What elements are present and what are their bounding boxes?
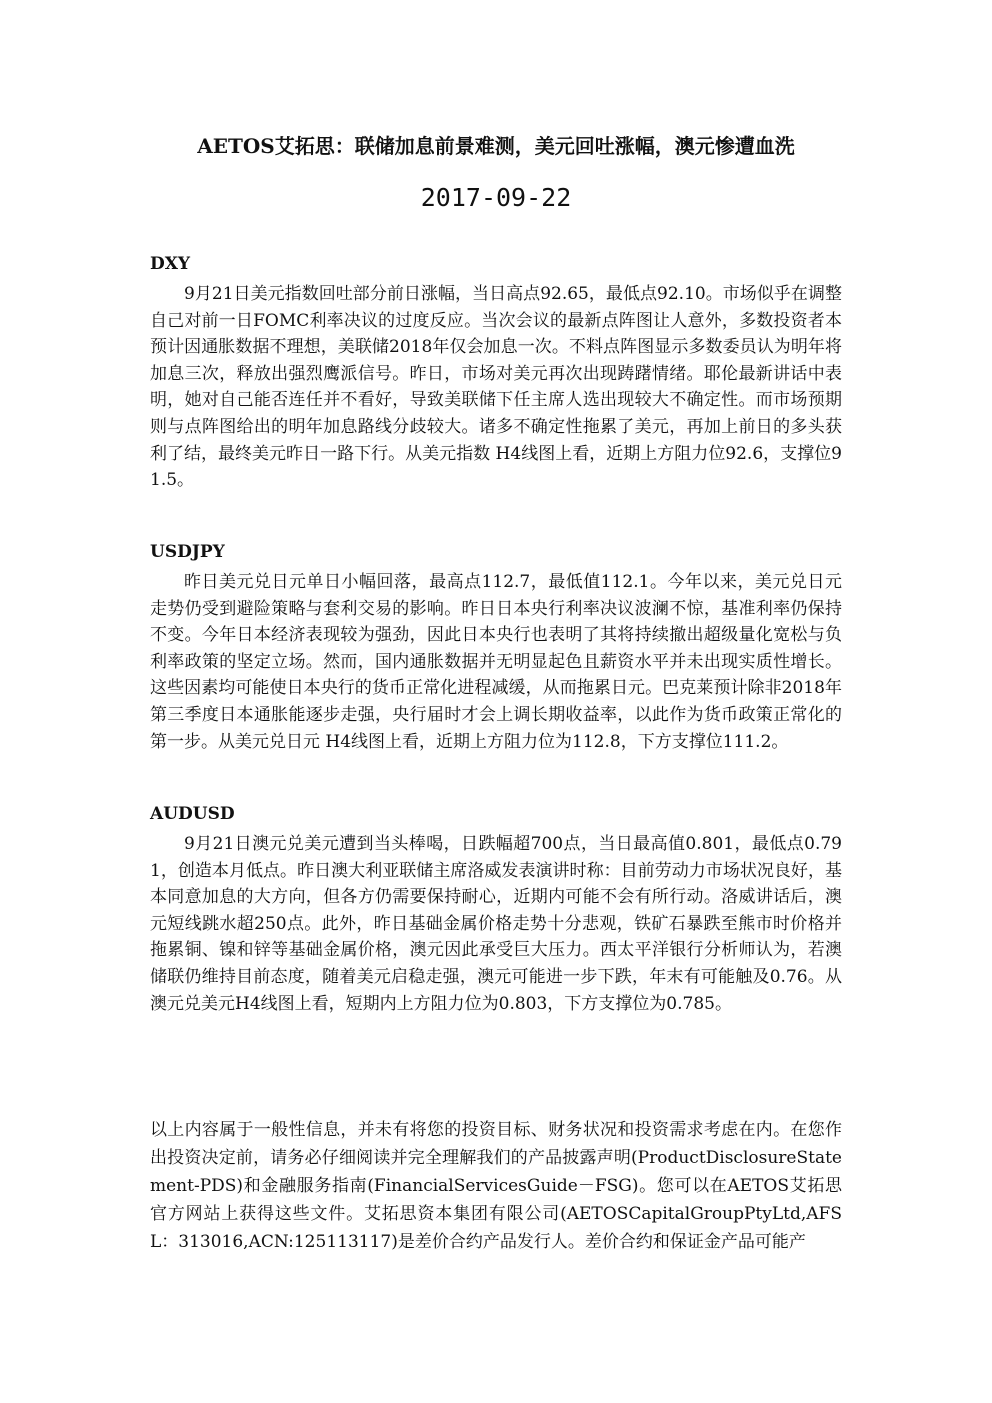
section-heading: DXY bbox=[150, 254, 191, 274]
section-body: 昨日美元兑日元单日小幅回落，最高点112.7，最低值112.1。今年以来，美元兑日元走势仍受到避险策略与套利交易的影响。昨日日本央行利率决议波澜不惊，基准利率仍保持不变。今年日本经济表现较为强劲，因此日本央行也表明了其将持续撤出超级量化宽松与负利率政策的坚定立场。然而，国内通胀数据并无明显起色且薪资水平并未出现实质性增长。这些因素均可能使日本央行的货币正常化进程减缓，从而拖累日元。巴克莱预计除非2018年第三季度日本通胀能逐步走强，央行届时才会上调长期收益率，以此作为货币政策正常化的第一步。从美元兑日元 H4线图上看，近期上方阻力位为112.8，下方支撑位111.2。 bbox=[150, 572, 842, 752]
section-heading: USDJPY bbox=[150, 542, 225, 562]
disclaimer-text: 以上内容属于一般性信息，并未有将您的投资目标、财务状况和投资需求考虑在内。在您作出投资决定前，请务必仔细阅读并完全理解我们的产品披露声明(ProductDisclosureStatement-PDS)和金融服务指南(FinancialServicesGuide－FSG)。您可以在AETOS艾拓思官方网站上获得这些文件。艾拓思资本集团有限公司(AETOSCapitalGroupPtyLtd,AFSL：313016,ACN:125113117)是差价合约产品发行人。差价合约和保证金产品可能产 bbox=[150, 1120, 842, 1252]
section-body: 9月21日美元指数回吐部分前日涨幅，当日高点92.65，最低点92.10。市场似乎在调整自己对前一日FOMC利率决议的过度反应。当次会议的最新点阵图让人意外，多数投资者本预计因通胀数据不理想，美联储2018年仅会加息一次。不料点阵图显示多数委员认为明年将加息三次，释放出强烈鹰派信号。昨日，市场对美元再次出现踌躇情绪。耶伦最新讲话中表明，她对自己能否连任并不看好，导致美联储下任主席人选出现较大不确定性。而市场预期则与点阵图给出的明年加息路线分歧较大。诸多不确定性拖累了美元，再加上前日的多头获利了结，最终美元昨日一路下行。从美元指数 H4线图上看，近期上方阻力位92.6，支撑位91.5。 bbox=[150, 284, 842, 491]
section-body: 9月21日澳元兑美元遭到当头棒喝，日跌幅超700点，当日最高值0.801，最低点0.791，创造本月低点。昨日澳大利亚联储主席洛威发表演讲时称：目前劳动力市场状况良好，基本同意加息的大方向，但各方仍需要保持耐心，近期内可能不会有所行动。洛威讲话后，澳元短线跳水超250点。此外，昨日基础金属价格走势十分悲观，铁矿石暴跌至熊市时价格并拖累铜、镍和锌等基础金属价格，澳元因此承受巨大压力。西太平洋银行分析师认为，若澳储联仍维持目前态度，随着美元启稳走强，澳元可能进一步下跌，年末有可能触及0.76。从澳元兑美元H4线图上看，短期内上方阻力位为0.803，下方支撑位为0.785。 bbox=[150, 834, 842, 1014]
section-heading: AUDUSD bbox=[150, 804, 235, 824]
document-date: 2017-09-22 bbox=[420, 183, 572, 212]
section-usdjpy bbox=[150, 541, 842, 755]
section-audusd bbox=[150, 803, 842, 1017]
document-title: AETOS艾拓思：联储加息前景难测，美元回吐涨幅，澳元惨遭血洗 bbox=[197, 134, 795, 158]
section-dxy bbox=[150, 253, 842, 494]
